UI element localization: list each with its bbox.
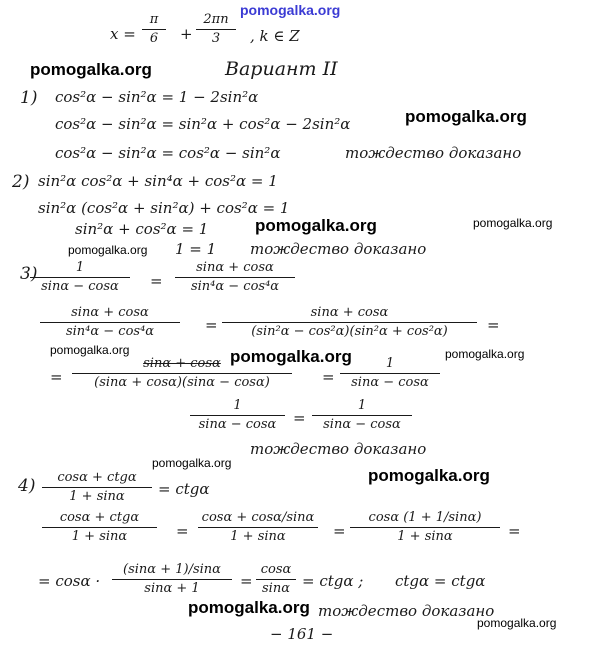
watermark: pomogalka.org <box>230 347 352 366</box>
p3-fraction-h <box>312 398 412 433</box>
top-tail: , k ∈ Z <box>250 27 300 45</box>
fraction-bar <box>222 322 477 323</box>
p4-e-lead: = cosα · <box>38 572 101 590</box>
fraction-denominator: sinα − cosα <box>323 417 401 432</box>
p4-eq: = <box>333 522 346 540</box>
fraction-bar <box>40 322 180 323</box>
problem-3-number: 3) <box>20 264 38 284</box>
fraction-denominator: sin⁴α − cos⁴α <box>65 324 155 339</box>
p3-fraction-c <box>40 305 180 340</box>
fraction-denominator: 3 <box>211 31 221 46</box>
p4-fraction-c <box>198 510 318 545</box>
p4-proved: тождество доказано <box>318 602 495 620</box>
fraction-numerator: sinα + cosα <box>310 305 389 320</box>
fraction-denominator: 1 + sinα <box>397 529 453 544</box>
p4-a-rhs: = ctgα <box>158 480 210 498</box>
fraction-bar <box>175 277 295 278</box>
p3-fraction-a <box>30 260 130 295</box>
p1-line1: cos²α − sin²α = 1 − 2sin²α <box>55 88 259 106</box>
p4-fraction-e <box>112 562 232 597</box>
fraction-denominator: sinα − cosα <box>351 375 429 390</box>
fraction-numerator: 1 <box>233 398 242 413</box>
fraction-denominator: sin⁴α − cos⁴α <box>190 279 280 294</box>
fraction-numerator: cosα + ctgα <box>57 470 137 485</box>
fraction-bar <box>340 373 440 374</box>
fraction-numerator: 1 <box>357 398 367 413</box>
p3-eq: = <box>50 368 63 386</box>
top-plus: + <box>180 25 193 43</box>
fraction-numerator: cosα <box>260 562 292 577</box>
fraction-numerator: cosα + cosα/sinα <box>201 510 315 525</box>
p3-eq: = <box>322 368 335 386</box>
p2-proved: тождество доказано <box>250 240 427 258</box>
fraction-numerator: π <box>149 12 159 27</box>
watermark-small: pomogalka.org <box>445 347 525 361</box>
p2-line1: sin²α cos²α + sin⁴α + cos²α = 1 <box>38 172 278 190</box>
top-fraction-2 <box>196 12 236 47</box>
fraction-denominator: sinα + 1 <box>144 581 200 596</box>
p1-proved: тождество доказано <box>345 144 522 162</box>
fraction-numerator: (sinα + 1)/sinα <box>123 562 221 577</box>
fraction-numerator: sinα + cosα <box>143 356 221 371</box>
fraction-numerator: 1 <box>385 356 395 371</box>
watermark: pomogalka.org <box>405 107 527 126</box>
fraction-numerator: 2πn <box>203 12 229 27</box>
fraction-bar <box>42 487 152 488</box>
p1-line2: cos²α − sin²α = sin²α + cos²α − 2sin²α <box>55 115 351 133</box>
fraction-numerator: cosα (1 + 1/sinα) <box>368 510 482 525</box>
watermark-small: pomogalka.org <box>68 243 148 257</box>
problem-4-number: 4) <box>18 476 36 496</box>
fraction-bar <box>72 373 292 374</box>
page-number: − 161 − <box>270 625 334 643</box>
fraction-bar <box>198 527 318 528</box>
fraction-bar <box>42 527 157 528</box>
watermark: pomogalka.org <box>30 60 152 79</box>
fraction-denominator: 6 <box>149 31 159 46</box>
p2-line4: 1 = 1 <box>175 240 217 258</box>
p3-fraction-f <box>340 356 440 391</box>
watermark-small: pomogalka.org <box>50 343 130 357</box>
fraction-denominator: sinα <box>262 581 290 596</box>
p3-eq: = <box>293 409 306 427</box>
p2-line3: sin²α + cos²α = 1 <box>75 220 209 238</box>
p4-eq: = <box>508 522 521 540</box>
watermark-top: pomogalka.org <box>240 2 341 18</box>
p1-line3: cos²α − sin²α = cos²α − sin²α <box>55 144 281 162</box>
p4-eq: = <box>240 572 253 590</box>
fraction-denominator: 1 + sinα <box>71 529 128 544</box>
p3-proved: тождество доказано <box>250 440 427 458</box>
p4-fraction-a <box>42 470 152 505</box>
p3-eq: = <box>205 316 218 334</box>
p4-f-rhs: = ctgα ; <box>302 572 364 590</box>
p4-eq: = <box>176 522 189 540</box>
fraction-numerator: sinα + cosα <box>196 260 274 275</box>
problem-2-number: 2) <box>12 172 30 192</box>
watermark: pomogalka.org <box>188 598 310 617</box>
p3-fraction-e <box>72 356 292 391</box>
fraction-denominator: sinα − cosα <box>198 417 277 432</box>
watermark: pomogalka.org <box>255 216 377 235</box>
fraction-denominator: 1 + sinα <box>230 529 286 544</box>
fraction-bar <box>350 527 500 528</box>
problem-1-number: 1) <box>20 88 38 108</box>
p3-fraction-d <box>222 305 477 340</box>
fraction-bar <box>190 415 285 416</box>
fraction-bar <box>196 29 236 30</box>
watermark-small: pomogalka.org <box>473 216 553 230</box>
top-fraction-1 <box>142 12 166 47</box>
p3-eq: = <box>150 272 163 290</box>
fraction-denominator: sinα − cosα <box>41 279 119 294</box>
fraction-numerator: cosα + ctgα <box>59 510 140 525</box>
watermark-small: pomogalka.org <box>152 456 232 470</box>
watermark: pomogalka.org <box>368 466 490 485</box>
p3-fraction-g <box>190 398 285 433</box>
p2-line2: sin²α (cos²α + sin²α) + cos²α = 1 <box>38 199 290 217</box>
p4-fraction-d <box>350 510 500 545</box>
p4-fraction-f <box>256 562 296 597</box>
fraction-bar <box>256 579 296 580</box>
p3-fraction-b <box>175 260 295 295</box>
fraction-denominator: 1 + sinα <box>69 489 125 504</box>
fraction-bar <box>30 277 130 278</box>
watermark-small: pomogalka.org <box>477 616 557 630</box>
fraction-bar <box>112 579 232 580</box>
p4-fraction-b <box>42 510 157 545</box>
p4-g: ctgα = ctgα <box>395 572 486 590</box>
fraction-denominator: (sin²α − cos²α)(sin²α + cos²α) <box>251 324 448 339</box>
fraction-numerator: sinα + cosα <box>71 305 149 320</box>
top-x-eq: x = <box>110 25 136 43</box>
fraction-numerator: 1 <box>75 260 85 275</box>
fraction-denominator: (sinα + cosα)(sinα − cosα) <box>94 375 270 390</box>
p3-eq: = <box>487 316 500 334</box>
variant-title: Вариант II <box>225 58 338 80</box>
fraction-bar <box>142 29 166 30</box>
fraction-bar <box>312 415 412 416</box>
